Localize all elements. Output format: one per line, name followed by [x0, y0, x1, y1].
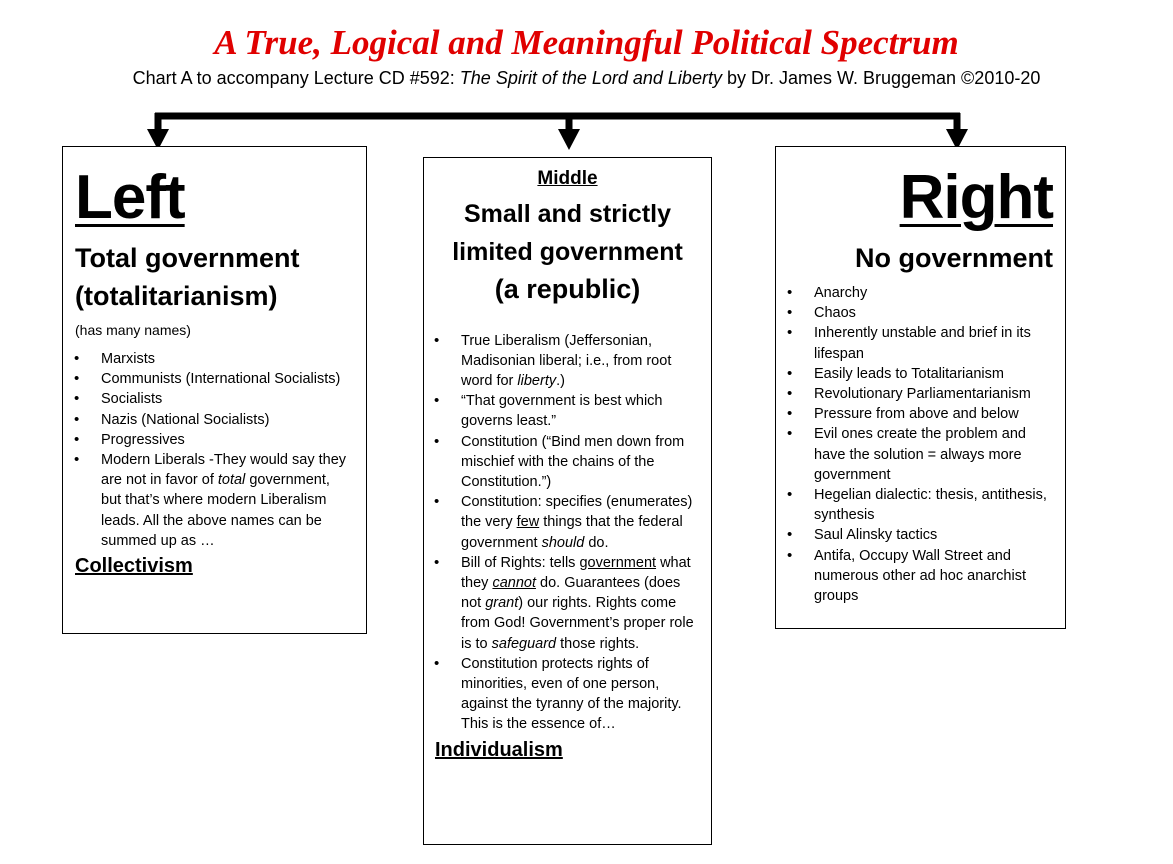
- left-subheading: [75, 239, 354, 315]
- subtitle-lecture-title: The Spirit of the Lord and Liberty: [459, 68, 722, 88]
- arrowhead-middle: [558, 129, 580, 150]
- list-item: • Pressure from above and below: [814, 404, 1053, 424]
- list-item: [461, 331, 700, 392]
- middle-heading-line1: Small and strictly: [463, 200, 672, 228]
- list-item-text: Bill of Rights: tells: [461, 554, 580, 571]
- connector-arrows: [0, 0, 1173, 160]
- list-item: • Communists (International Socialists): [101, 369, 354, 389]
- list-item: [461, 553, 700, 654]
- list-item: • Antifa, Occupy Wall Street and numerous other ad hoc anarchist groups: [814, 546, 1053, 607]
- list-item: • Evil ones create the problem and have the solution = always more government: [814, 424, 1053, 485]
- list-item-emphasis: cannot: [492, 574, 536, 591]
- list-item-text: ) our rights. Rights come from God! Government’s proper role is to: [461, 595, 694, 652]
- list-item: • Chaos: [814, 303, 1053, 323]
- middle-heading: [435, 196, 700, 309]
- left-panel: [62, 146, 367, 634]
- list-item: • Easily leads to Totalitarianism: [814, 364, 1053, 384]
- list-item-text: those rights.: [556, 635, 640, 652]
- list-item-text: Modern Liberals -They would say they are not in favor of: [101, 452, 347, 489]
- left-subheading-line2: (totalitarianism): [75, 281, 278, 311]
- right-list: [788, 283, 1053, 606]
- middle-heading-line3: (a republic): [494, 274, 641, 304]
- left-subheading-line1: Total government: [75, 243, 300, 273]
- list-item: • Hegelian dialectic: thesis, antithesis, synthesis: [814, 485, 1053, 525]
- middle-list: [435, 331, 700, 735]
- middle-closing: Individualism: [435, 738, 563, 761]
- subtitle-prefix: Chart A to accompany Lecture CD #592:: [132, 68, 460, 88]
- list-item-emphasis: safeguard: [491, 635, 557, 652]
- list-item: • Constitution (“Bind men down from mischief with the chains of the Constitution.”): [461, 432, 700, 493]
- middle-label: Middle: [537, 168, 598, 189]
- left-heading: Left: [75, 163, 185, 232]
- list-item: • Socialists: [101, 389, 354, 409]
- list-item: • Nazis (National Socialists): [101, 410, 354, 430]
- middle-panel: [423, 157, 712, 845]
- right-heading: Right: [899, 163, 1053, 232]
- list-item-emphasis: should: [541, 534, 585, 551]
- list-item-text: .): [556, 372, 565, 389]
- left-list: [75, 349, 354, 551]
- list-item-text: things that the federal government: [461, 514, 683, 551]
- list-item: • Anarchy: [814, 283, 1053, 303]
- document-title: A True, Logical and Meaningful Political Spectrum: [214, 23, 959, 62]
- list-item: • Inherently unstable and brief in its lifespan: [814, 323, 1053, 363]
- list-item-emphasis: liberty: [517, 372, 557, 389]
- list-item-text: Constitution: specifies (enumerates) the very: [461, 494, 693, 531]
- list-item: • Constitution protects rights of minorities, even of one person, against the tyranny of the majority. This is the essence of…: [461, 654, 700, 735]
- list-item-text: government, but that’s where modern Liberalism leads. All the above names can be summed up as …: [101, 472, 330, 549]
- list-item-text: what they: [461, 554, 691, 591]
- right-panel: [775, 146, 1066, 629]
- list-item: • Marxists: [101, 349, 354, 369]
- list-item-text: True Liberalism (Jeffersonian, Madisonian liberal; i.e., from root word for: [461, 332, 672, 389]
- middle-heading-line2: limited government: [452, 237, 683, 266]
- list-item: • “That government is best which governs least.”: [461, 391, 700, 431]
- left-closing: Collectivism: [75, 555, 193, 578]
- list-item: • Revolutionary Parliamentarianism: [814, 384, 1053, 404]
- list-item: [461, 492, 700, 553]
- list-item-text: do. Guarantees (does not: [461, 574, 681, 612]
- right-subheading: No government: [854, 243, 1053, 273]
- list-item: • Progressives: [101, 430, 354, 450]
- list-item-emphasis: grant: [485, 595, 519, 612]
- list-item-underline: few: [516, 514, 540, 531]
- subtitle-suffix: by Dr. James W. Bruggeman ©2010-20: [721, 68, 1041, 88]
- list-item-text: do.: [584, 534, 609, 551]
- list-item: • Saul Alinsky tactics: [814, 525, 1053, 545]
- list-item: [101, 450, 354, 551]
- list-item-underline: government: [579, 554, 657, 571]
- list-item-emphasis: total: [217, 472, 246, 489]
- left-note: (has many names): [75, 322, 191, 338]
